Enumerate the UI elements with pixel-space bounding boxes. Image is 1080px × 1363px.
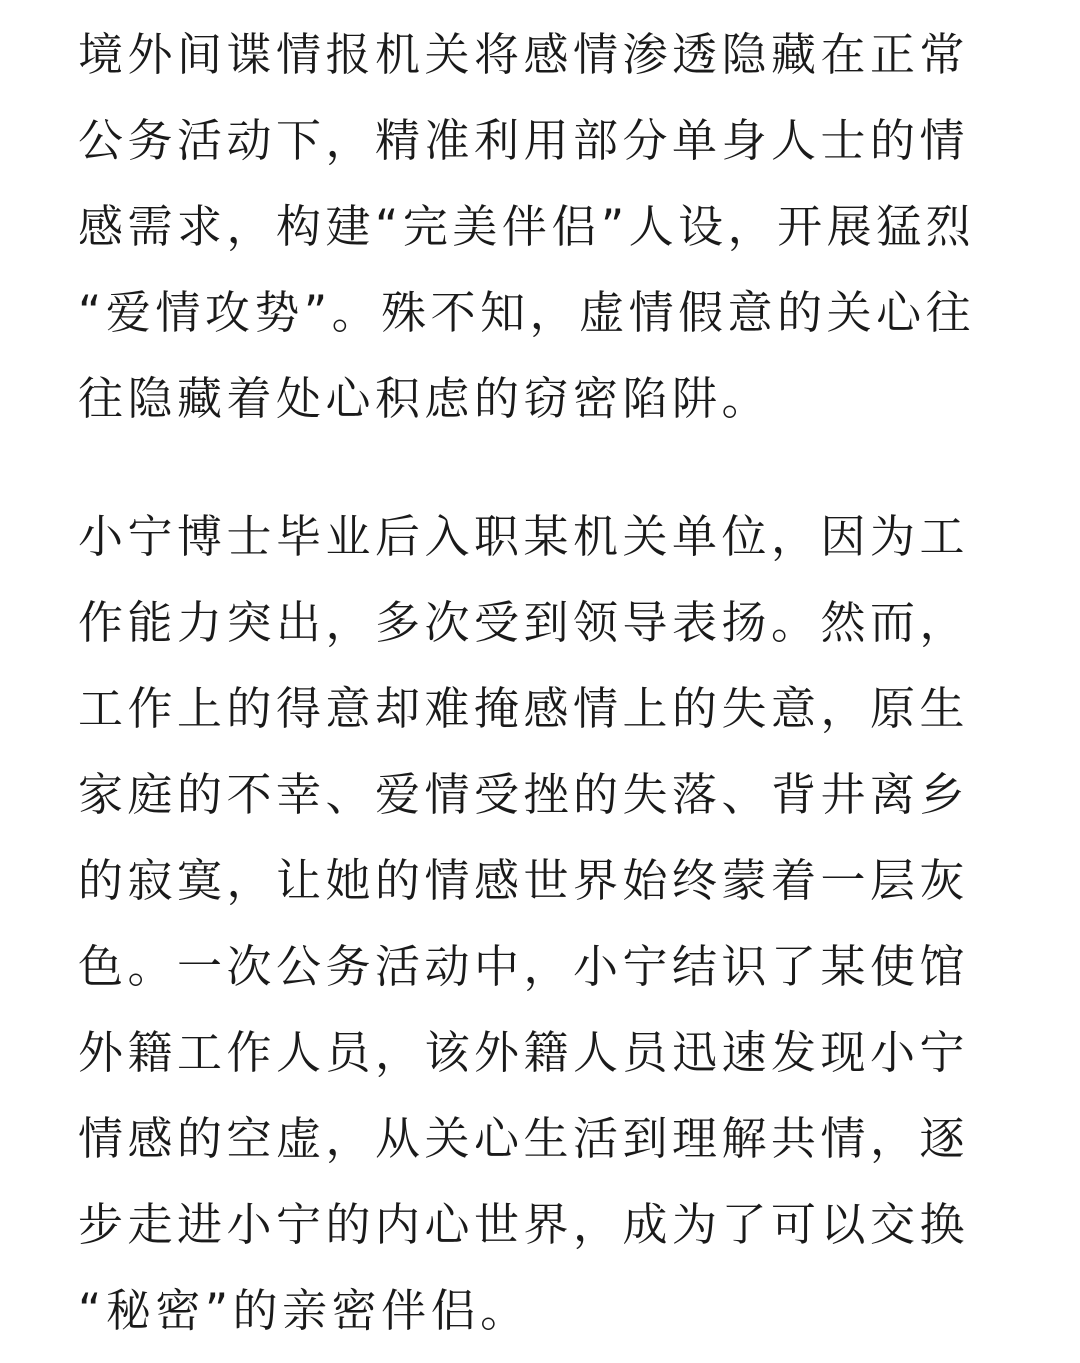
text-line: 作能力突出，多次受到领导表扬。然而， xyxy=(78,596,970,649)
text-line: 公务活动下，精准利用部分单身人士的情 xyxy=(78,114,970,167)
text-line: 外籍工作人员，该外籍人员迅速发现小宁 xyxy=(78,1026,970,1079)
text-line: 往隐藏着处心积虑的窃密陷阱。 xyxy=(78,372,772,425)
text-line: “爱情攻势”。殊不知，虚情假意的关心往 xyxy=(78,286,976,339)
text-line: 步走进小宁的内心世界，成为了可以交换 xyxy=(78,1198,970,1251)
text-line: 家庭的不幸、爱情受挫的失落、背井离乡 xyxy=(78,768,970,821)
paragraph-1 xyxy=(78,12,1018,442)
article-body xyxy=(78,12,1018,1354)
text-line: 境外间谍情报机关将感情渗透隐藏在正常 xyxy=(78,28,970,81)
text-line: 感需求，构建“完美伴侣”人设，开展猛烈 xyxy=(78,200,976,253)
text-line: 的寂寞，让她的情感世界始终蒙着一层灰 xyxy=(78,854,970,907)
text-line: 小宁博士毕业后入职某机关单位，因为工 xyxy=(78,510,970,563)
text-line: “秘密”的亲密伴侣。 xyxy=(78,1284,530,1337)
paragraph-2 xyxy=(78,494,1018,1354)
text-line: 工作上的得意却难掩感情上的失意，原生 xyxy=(78,682,970,735)
text-line: 情感的空虚，从关心生活到理解共情，逐 xyxy=(78,1112,970,1165)
text-line: 色。一次公务活动中，小宁结识了某使馆 xyxy=(78,940,970,993)
